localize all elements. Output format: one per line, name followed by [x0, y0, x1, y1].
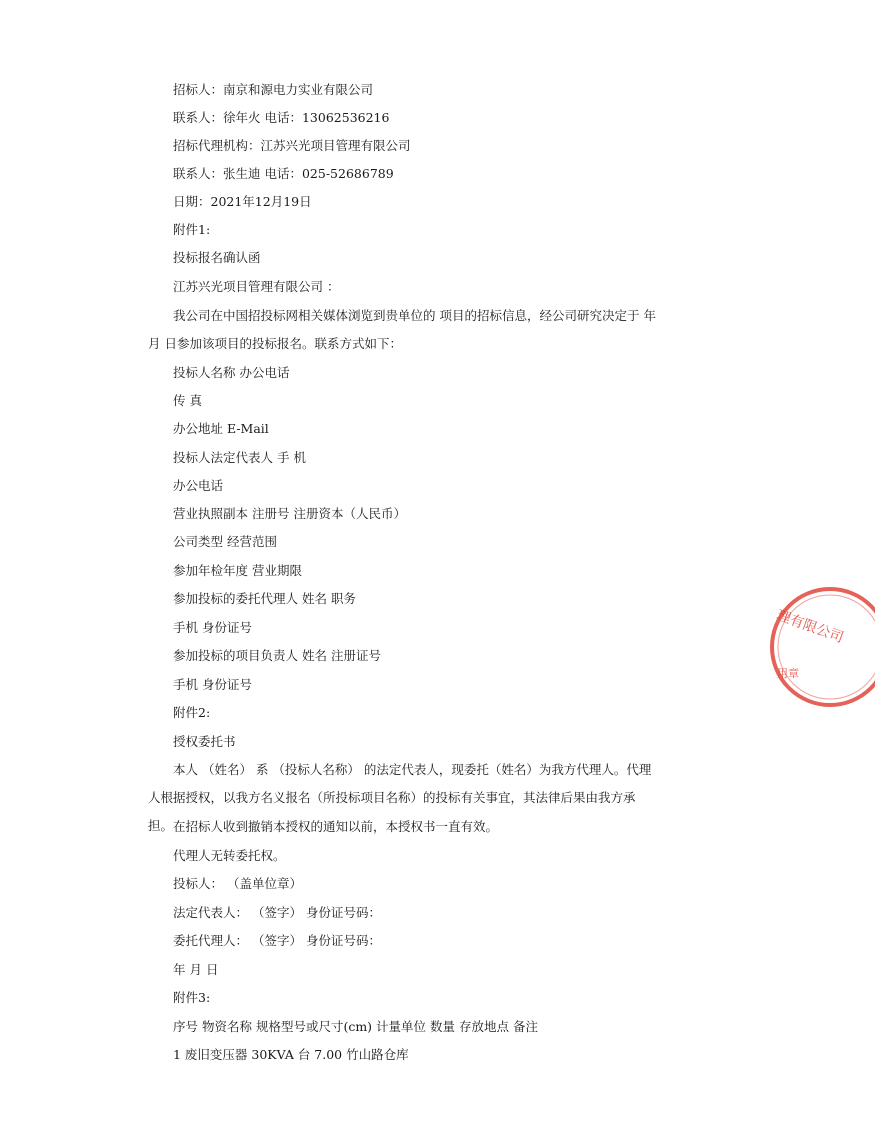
form-row-agent: 参加投标的委托代理人 姓名 职务	[173, 591, 356, 606]
form-row-legal-rep: 投标人法定代表人 手 机	[173, 450, 306, 465]
signature-legal-rep: 法定代表人： （签字） 身份证号码：	[173, 905, 381, 920]
no-sub-delegation: 代理人无转委托权。	[173, 848, 286, 863]
date-line: 日期：2021年12月19日	[173, 194, 312, 209]
agency-contact-line: 联系人：张生迪 电话：025-52686789	[173, 166, 394, 181]
signature-date: 年 月 日	[173, 962, 219, 977]
stamp-text-secondary: 用章	[777, 667, 799, 680]
signature-agent: 委托代理人： （签字） 身份证号码：	[173, 933, 381, 948]
tenderer-line: 招标人：南京和源电力实业有限公司	[173, 82, 374, 97]
form-row-fax: 传 真	[173, 393, 202, 408]
attachment-2-heading: 附件2:	[173, 705, 211, 720]
form-row-office-phone: 办公电话	[173, 478, 224, 493]
letter-body-paragraph: 我公司在中国招投标网相关媒体浏览到贵单位的 项目的招标信息，经公司研究决定于 年 月 日参加该项目的投标报名。联系方式如下：	[148, 308, 656, 351]
attachment-3-heading: 附件3:	[173, 990, 211, 1005]
authorization-title: 授权委托书	[173, 734, 236, 749]
form-row-name-phone: 投标人名称 办公电话	[173, 365, 290, 380]
tenderer-contact-line: 联系人：徐年火 电话：13062536216	[173, 110, 390, 125]
materials-table-header: 序号 物资名称 规格型号或尺寸(cm) 计量单位 数量 存放地点 备注	[173, 1019, 538, 1034]
materials-table-row: 1 废旧变压器 30KVA 台 7.00 竹山路仓库	[173, 1047, 409, 1062]
agency-line: 招标代理机构：江苏兴光项目管理有限公司	[173, 138, 411, 153]
authorization-validity: 在招标人收到撤销本授权的通知以前，本授权书一直有效。	[173, 819, 499, 834]
form-row-license: 营业执照副本 注册号 注册资本（人民币）	[173, 506, 406, 521]
form-row-annual-check: 参加年检年度 营业期限	[173, 563, 302, 578]
form-row-project-lead: 参加投标的项目负责人 姓名 注册证号	[173, 648, 381, 663]
form-row-lead-phone-id: 手机 身份证号	[173, 677, 252, 692]
form-row-address-email: 办公地址 E-Mail	[173, 421, 269, 436]
registration-letter-title: 投标报名确认函	[173, 250, 261, 265]
attachment-1-heading: 附件1:	[173, 222, 211, 237]
letter-addressee: 江苏兴光项目管理有限公司 ：	[173, 279, 340, 294]
company-seal-stamp	[765, 582, 875, 712]
form-row-company-type: 公司类型 经营范围	[173, 534, 277, 549]
authorization-body-paragraph: 本人 （姓名） 系 （投标人名称） 的法定代表人，现委托（姓名）为我方代理人。代理人根据授权，以我方名义报名（所投标项目名称）的投标有关事宜，其法律后果由我方承担。	[148, 762, 652, 833]
stamp-text: 理有限公司	[774, 607, 846, 647]
signature-tenderer: 投标人： （盖单位章）	[173, 876, 302, 891]
form-row-agent-phone-id: 手机 身份证号	[173, 620, 252, 635]
